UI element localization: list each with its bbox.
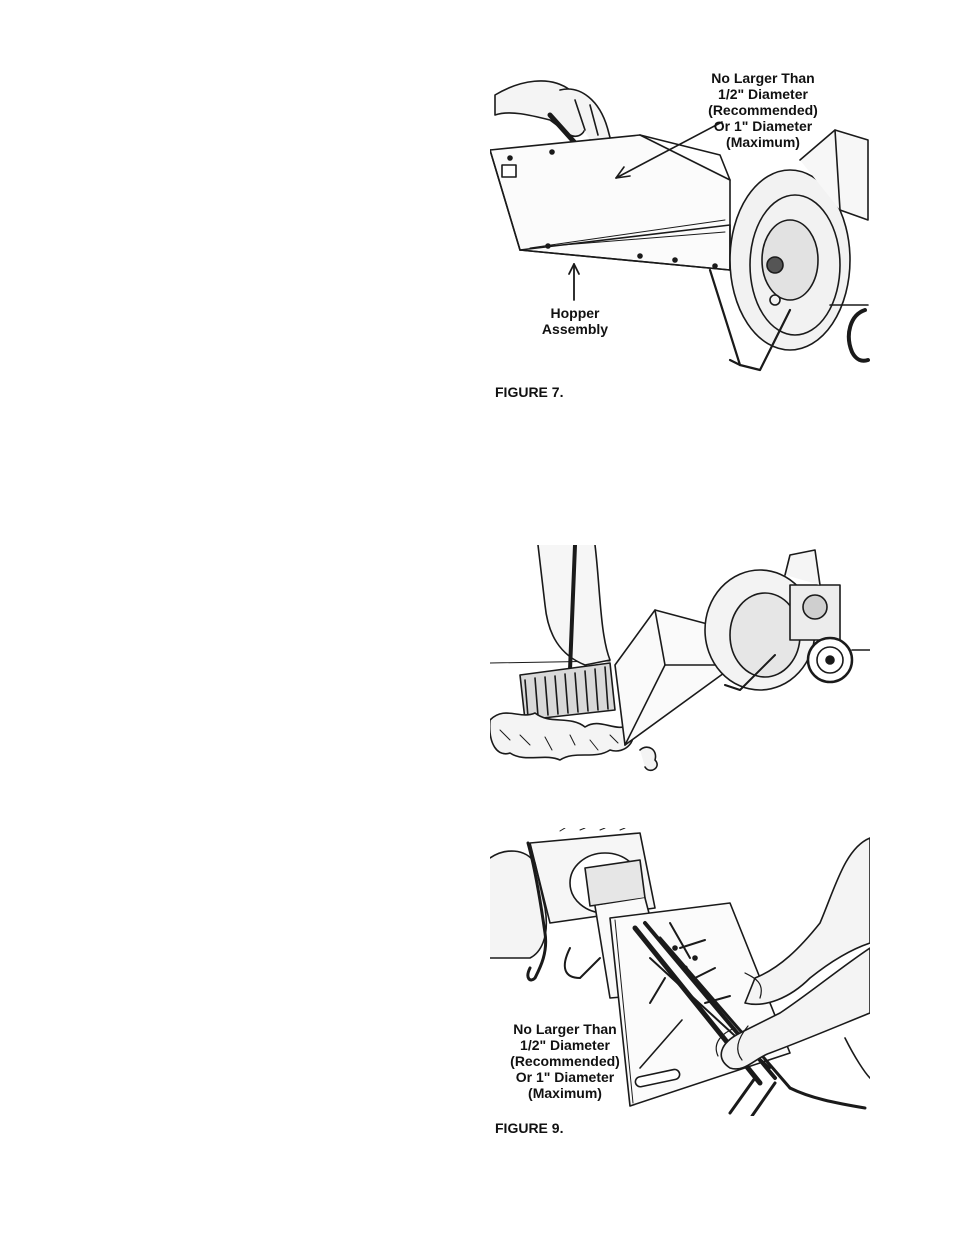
size-limit-callout [688,70,838,150]
callout-line: 1/2" Diameter [718,86,808,102]
callout-line: Or 1" Diameter [515,1069,615,1085]
size-limit-callout [490,1021,640,1101]
figure-8-drawing [490,545,870,785]
figure-9-illustration [490,828,870,1116]
callout-line: No Larger Than [513,1021,617,1037]
figure-8-illustration [490,545,870,785]
callout-line: Hopper [550,305,600,321]
callout-line: Or 1" Diameter [713,118,813,134]
callout-line: 1/2" Diameter [520,1037,610,1053]
callout-line: (Recommended) [510,1053,620,1069]
figure-7-caption: FIGURE 7. [495,384,564,400]
callout-line: (Maximum) [726,134,800,150]
figure-9-caption: FIGURE 9. [495,1120,564,1136]
callout-line: (Recommended) [708,102,818,118]
callout-line: No Larger Than [711,70,815,86]
callout-line: Assembly [541,321,609,337]
figure-7-illustration [490,60,870,390]
callout-line: (Maximum) [528,1085,602,1101]
hopper-assembly-callout [530,305,620,337]
